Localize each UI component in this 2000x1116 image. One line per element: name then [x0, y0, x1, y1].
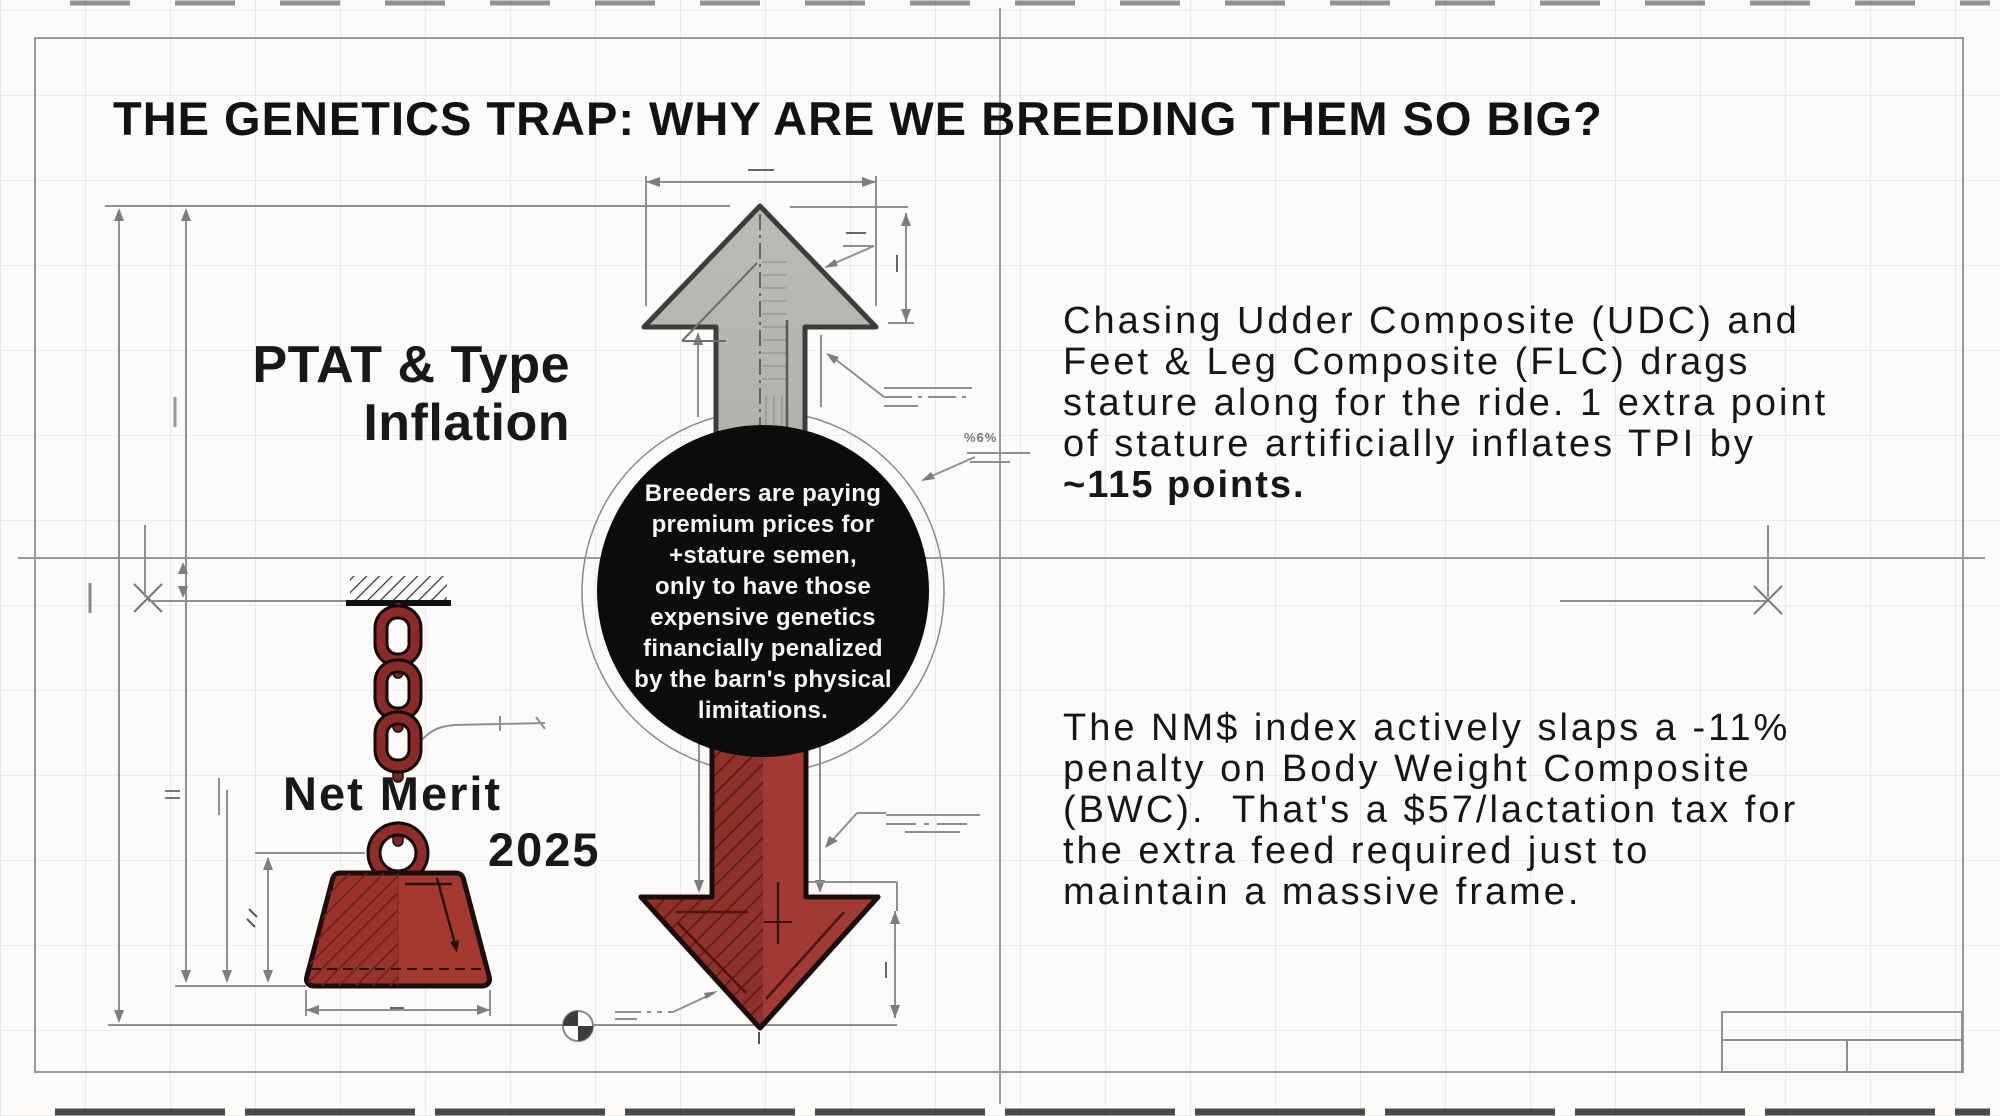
centre-mark-icon: [563, 1011, 593, 1041]
net-merit-label-line1: Net Merit: [283, 767, 503, 820]
paragraph-line: stature along for the ride. 1 extra point: [1063, 382, 1829, 424]
ptat-type-inflation-label: [150, 336, 570, 452]
paragraph-line: the extra feed required just to: [1063, 830, 1651, 872]
callout-line: premium prices for: [651, 511, 875, 538]
callout-text: [613, 478, 913, 726]
net-merit-label-line2: 2025: [488, 823, 601, 876]
callout-line: expensive genetics: [650, 604, 876, 631]
callout-line: financially penalized: [643, 635, 883, 662]
ptat-label-line2: Inflation: [363, 394, 570, 452]
callout-line: limitations.: [697, 697, 829, 724]
callout-line: only to have those: [654, 573, 872, 600]
paragraph-line: Feet & Leg Composite (FLC) drags: [1063, 341, 1751, 383]
title-block: [1722, 1012, 1962, 1072]
callout-line: Breeders are paying: [644, 480, 882, 507]
paragraph-line: (BWC). That's a $57/lactation tax for: [1063, 789, 1799, 831]
page-title: THE GENETICS TRAP: WHY ARE WE BREEDING THEM SO BIG?: [113, 92, 1603, 146]
paragraph-tpi-inflation: [1063, 301, 1828, 506]
paragraph-nm-penalty: [1063, 708, 1798, 913]
paragraph-line: maintain a massive frame.: [1063, 871, 1582, 913]
drawing-frame: [18, 8, 1985, 1104]
callout-leader: [921, 453, 1030, 481]
paragraph-line: Chasing Udder Composite (UDC) and: [1063, 300, 1800, 342]
dimension-lines-right: [1560, 525, 1782, 614]
surface-finish-annotation: %6%: [964, 430, 998, 445]
ptat-label-line1: PTAT & Type: [252, 336, 570, 394]
hook-ring-icon: [374, 829, 422, 877]
callout-line: +stature semen,: [669, 542, 857, 569]
callout-line: by the barn's physical: [634, 666, 892, 693]
paragraph-line: The NM$ index actively slaps a -11%: [1063, 707, 1791, 749]
paragraph-line: of stature artificially inflates TPI by: [1063, 423, 1756, 465]
paragraph-line: penalty on Body Weight Composite: [1063, 748, 1752, 790]
paragraph-emphasis: ~115 points.: [1063, 464, 1306, 506]
kettlebell-weight-icon: [300, 870, 490, 990]
